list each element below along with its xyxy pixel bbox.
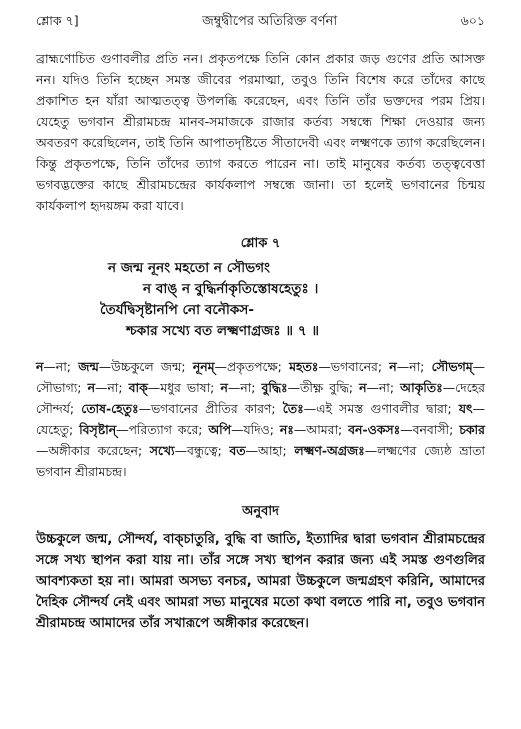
synonym-meaning: ভগবানের প্রীতির কারণ bbox=[150, 401, 272, 416]
synonym-term: নূনম্ bbox=[192, 359, 215, 374]
synonym-meaning: যদিও bbox=[243, 422, 270, 437]
synonym-entry: ন—না; bbox=[359, 380, 401, 395]
translation-heading: অনুবাদ bbox=[242, 504, 279, 519]
synonym-term: ন bbox=[36, 359, 44, 374]
synonym-entry: জন্ম—উচ্চকুলে জন্ম; bbox=[78, 359, 193, 374]
header-chapter-title: জম্বুদ্বীপের অতিরিক্ত বর্ণনা bbox=[202, 14, 338, 29]
synonym-meaning: পরিত্যাগ করে bbox=[128, 422, 199, 437]
synonym-term: বাক্ bbox=[128, 380, 148, 395]
synonym-meaning: এই সমস্ত গুণাবলীর দ্বারা bbox=[316, 401, 448, 416]
synonym-term: ন bbox=[87, 380, 95, 395]
verse-line: ন জন্ম নূনং মহতো ন সৌভগং bbox=[108, 260, 270, 276]
synonym-entry: নঃ—আমরা; bbox=[279, 422, 349, 437]
synonym-meaning: না bbox=[55, 359, 67, 374]
synonym-entry: চকার—অঙ্গীকার করেছেন; bbox=[36, 422, 485, 458]
synonym-term: তৈঃ bbox=[282, 401, 304, 416]
synonym-term: নঃ bbox=[279, 422, 294, 437]
synonym-term: চকার bbox=[459, 422, 485, 437]
synonym-meaning: মধুর ভাষা bbox=[160, 380, 211, 395]
synonym-term: ন bbox=[389, 359, 397, 374]
synonym-entry: নূনম্—প্রকৃতপক্ষে; bbox=[192, 359, 290, 374]
synonym-meaning: বনবাসী bbox=[412, 422, 450, 437]
synonym-term: বুদ্ধিঃ bbox=[261, 380, 288, 395]
synonym-meaning: আহা bbox=[257, 443, 283, 458]
synonym-term: ন bbox=[359, 380, 367, 395]
synonym-term: অপি bbox=[208, 422, 232, 437]
synonym-entry: সৌভগম্—সৌভাগ্য; bbox=[36, 359, 485, 395]
synonym-term: সখ্যে bbox=[149, 443, 175, 458]
synonym-entry: তৈঃ—এই সমস্ত গুণাবলীর দ্বারা; bbox=[282, 401, 459, 416]
synonym-entry: ন—না; bbox=[389, 359, 432, 374]
synonym-entry: তোষ-হেতুঃ—ভগবানের প্রীতির কারণ; bbox=[81, 401, 283, 416]
synonym-term: আকৃতিঃ bbox=[400, 380, 443, 395]
synonym-term: মহতঃ bbox=[289, 359, 319, 374]
synonym-entry: যৎ—যেহেতু; bbox=[36, 401, 485, 437]
synonym-entry: বন-ওকসঃ—বনবাসী; bbox=[348, 422, 460, 437]
synonym-meaning: সৌভাগ্য bbox=[36, 380, 78, 395]
synonym-meaning: লক্ষ্মণের জ্যেষ্ঠ ভ্রাতা ভগবান শ্রীরামচন্দ্র bbox=[36, 443, 485, 479]
verse-line: ন বাঙ্ ন বুদ্ধির্নাকৃতিস্তোষহেতুঃ । bbox=[143, 281, 319, 297]
synonym-term: বন-ওকসঃ bbox=[348, 422, 401, 437]
synonym-meaning: উচ্চকুলে জন্ম bbox=[111, 359, 182, 374]
synonym-meaning: বন্ধুত্বে bbox=[187, 443, 218, 458]
synonym-entry: ন—না; bbox=[87, 380, 129, 395]
synonym-entry: বুদ্ধিঃ—তীক্ষ্ণ বুদ্ধি; bbox=[261, 380, 360, 395]
synonym-entry: আকৃতিঃ—দেহের সৌন্দর্য; bbox=[36, 380, 485, 416]
synonym-meaning: অঙ্গীকার করেছেন bbox=[48, 443, 138, 458]
synonym-entry: বত—আহা; bbox=[229, 443, 295, 458]
synonym-term: সৌভগম্ bbox=[431, 359, 473, 374]
synonym-meaning: দেহের সৌন্দর্য bbox=[36, 380, 485, 416]
translation-paragraph: উচ্চকুলে জন্ম, সৌন্দর্য, বাক্চাতুরি, বুদ্ধি বা জাতি, ইত্যাদির দ্বারা ভগবান শ্রীরামচন্দ্রের সঙ্গে সখ্য স্থাপন করা যায় না। তাঁর সঙ্গে সখ্য স্থাপন করার জন্য এই সমস্ত গুণগুলির আবশ্যকতা হয় না। আমরা অসভ্য বনচর, আমরা উচ্চকুলে জন্মগ্রহণ করিনি, আমাদের দৈহিক সৌন্দর্য নেই এবং আমরা সভ্য মানুষের মতো কথা বলতে পারি না, তবুও ভগবান শ্রীরামচন্দ্র আমাদের তাঁর সখারূপে অঙ্গীকার করেছেন। bbox=[36, 532, 485, 631]
verse-line: শ্চকার সখ্যে বত লক্ষ্মণাগ্রজঃ ॥ ৭ ॥ bbox=[126, 323, 320, 339]
synonym-term: তোষ-হেতুঃ bbox=[81, 401, 139, 416]
synonym-meaning: না bbox=[107, 380, 119, 395]
synonym-term: জন্ম bbox=[78, 359, 99, 374]
synonym-term: বিসৃষ্টান্ bbox=[79, 422, 117, 437]
synonym-term: লক্ষ্মণ-অগ্রজঃ bbox=[294, 443, 365, 458]
synonym-entry: ন—না; bbox=[220, 380, 262, 395]
synonym-entry: মহতঃ—ভগবানের; bbox=[289, 359, 390, 374]
synonym-entry: ন—না; bbox=[36, 359, 79, 374]
synonym-term: বত bbox=[229, 443, 246, 458]
word-synonyms bbox=[36, 356, 485, 482]
synonym-entry: অপি—যদিও; bbox=[208, 422, 280, 437]
synonym-entry: লক্ষ্মণ-অগ্রজঃ—লক্ষ্মণের জ্যেষ্ঠ ভ্রাতা ভগবান শ্রীরামচন্দ্র। bbox=[36, 443, 485, 479]
synonym-meaning: না bbox=[240, 380, 252, 395]
verse-line: তৈর্যদ্বিসৃষ্টানপি নো বনৌকস- bbox=[100, 302, 254, 318]
synonym-meaning: আমরা bbox=[306, 422, 339, 437]
synonym-entry: বিসৃষ্টান্—পরিত্যাগ করে; bbox=[79, 422, 209, 437]
verse-heading: শ্লোক ৭ bbox=[240, 236, 281, 251]
synonym-meaning: তীক্ষ্ণ বুদ্ধি bbox=[300, 380, 349, 395]
synonym-meaning: না bbox=[409, 359, 421, 374]
synonym-entry: বাক্—মধুর ভাষা; bbox=[128, 380, 221, 395]
page-number: ৬০১ bbox=[460, 13, 485, 28]
synonym-meaning: প্রকৃতপক্ষে bbox=[226, 359, 278, 374]
synonym-term: ন bbox=[220, 380, 228, 395]
synonym-entry: সখ্যে—বন্ধুত্বে; bbox=[149, 443, 230, 458]
synonym-meaning: না bbox=[378, 380, 390, 395]
synonym-meaning: যেহেতু bbox=[36, 422, 69, 437]
running-header bbox=[36, 12, 485, 36]
sanskrit-verse bbox=[36, 258, 485, 342]
purport-paragraph: ব্রাহ্মণোচিত গুণাবলীর প্রতি নন। প্রকৃতপক্ষে তিনি কোন প্রকার জড় গুণের প্রতি আসক্ত নন। যদিও তিনি হচ্ছেন সমস্ত জীবের পরমাত্মা, তবুও তিনি বিশেষ করে তাঁদের কাছে প্রকাশিত হন যাঁরা আত্মতত্ত্ব উপলব্ধি করেছেন, এবং তিনি তাঁর ভক্তদের পরম প্রিয়। যেহেতু ভগবান শ্রীরামচন্দ্র মানব-সমাজকে রাজার কর্তব্য সম্বন্ধে শিক্ষা দেওয়ার জন্য অবতরণ করেছিলেন, তাই তিনি আপাতদৃষ্টিতে সীতাদেবী এবং লক্ষ্মণকে ত্যাগ করেছিলেন। কিন্তু প্রকৃতপক্ষে, তিনি তাঁদের ত্যাগ করতে পারেন না। তাই মানুষের কর্তব্য তত্ত্ববেত্তা ভগবদ্ভক্তের কাছে শ্রীরামচন্দ্রের কার্যকলাপ সম্বন্ধে জানা। তা হলেই ভগবানের চিন্ময় কার্যকলাপ হৃদয়ঙ্গম করা যাবে। bbox=[36, 51, 485, 213]
synonym-meaning: ভগবানের bbox=[330, 359, 378, 374]
header-verse-ref: শ্লোক ৭] bbox=[36, 13, 79, 28]
synonym-term: যৎ bbox=[458, 401, 473, 416]
